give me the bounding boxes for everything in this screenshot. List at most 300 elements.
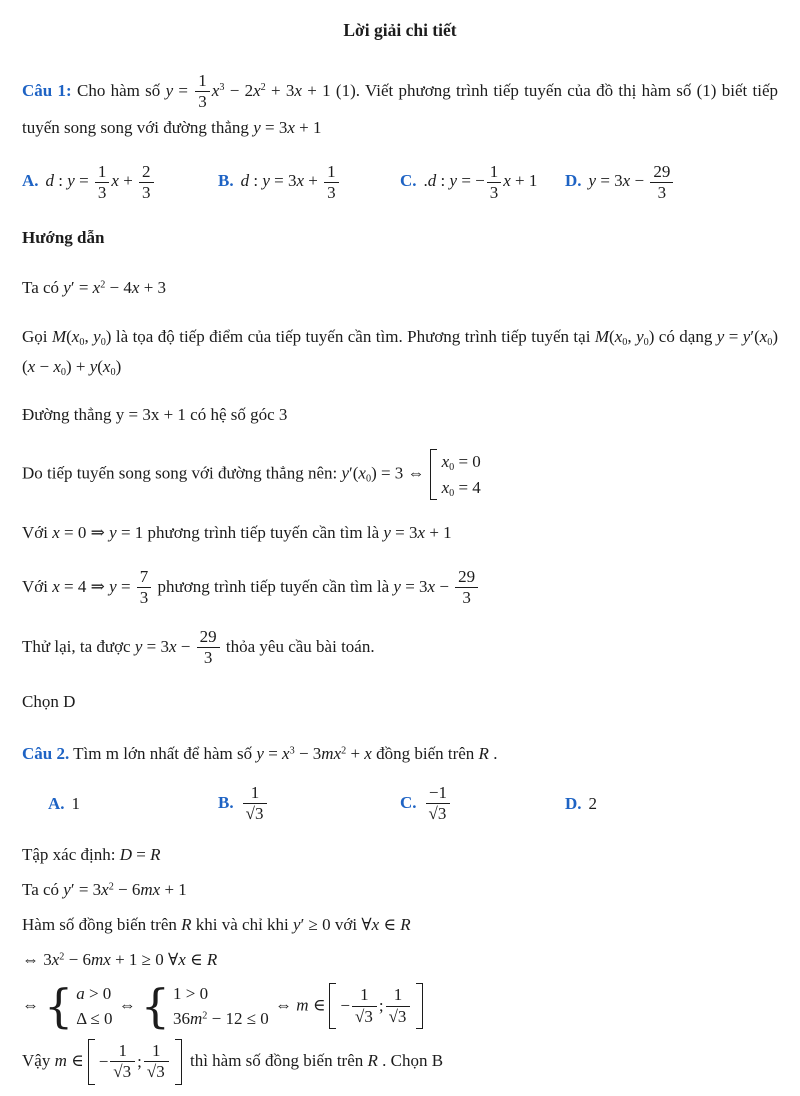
- math-variable: M: [594, 326, 610, 346]
- option-letter: A.: [48, 793, 65, 813]
- text-run: ′ = 3: [70, 879, 102, 899]
- sqrt-expression: [246, 803, 265, 823]
- fraction-denominator: [137, 587, 152, 608]
- fraction: [243, 783, 268, 825]
- radical-sign: √: [428, 804, 438, 824]
- text-run: khi và chỉ khi: [191, 914, 294, 934]
- radical-sign: √: [245, 804, 255, 824]
- text-run: ′(: [750, 326, 760, 346]
- math-variable: d: [45, 171, 55, 191]
- radical-sign: √: [146, 1062, 157, 1082]
- text-run: =: [263, 744, 283, 764]
- interval-right-bracket: [175, 1039, 182, 1085]
- question-1: [22, 71, 778, 143]
- text-run: 3: [139, 588, 149, 608]
- text-run: + 1: [160, 879, 187, 899]
- subscript: 0: [767, 336, 773, 348]
- math-variable: R: [150, 844, 161, 864]
- fraction-numerator: [110, 1041, 135, 1061]
- sqrt-expression: [389, 1006, 408, 1026]
- math-variable: d: [427, 171, 437, 191]
- text-run: ⇔: [270, 995, 297, 1015]
- math-variable: x: [152, 879, 161, 899]
- math-variable: x: [358, 463, 366, 483]
- math-variable: x: [131, 278, 140, 298]
- text-run: 1: [152, 1040, 161, 1060]
- text-run: = 3: [269, 171, 297, 191]
- math-variable: m: [54, 1050, 67, 1070]
- text-run: 2: [588, 793, 598, 813]
- math-variable: x: [441, 477, 450, 497]
- text-run: Chọn D: [22, 692, 76, 712]
- math-variable: m: [321, 744, 334, 764]
- text-run: + 1: [294, 117, 322, 137]
- text-run: 3: [657, 182, 667, 202]
- superscript: 2: [260, 82, 266, 94]
- cases-rows: [442, 449, 481, 500]
- text-run: = 1 phương trình tiếp tuyến cần tìm là: [116, 523, 384, 543]
- text-run: Thử lại, ta được: [22, 636, 135, 656]
- math-variable: x: [169, 636, 177, 656]
- text-run: − 4: [105, 278, 132, 298]
- math-variable: y: [253, 117, 261, 137]
- subscript: 0: [100, 336, 106, 348]
- text-run: 1 > 0: [172, 983, 209, 1003]
- cases-row: [442, 449, 481, 475]
- math-variable: y: [89, 356, 98, 376]
- answer-option-b: [218, 162, 400, 204]
- text-run: 1: [250, 782, 260, 802]
- option-content: [72, 794, 81, 813]
- question-2-options: [22, 783, 778, 825]
- text-run: 2: [142, 161, 151, 181]
- math-variable: x: [282, 744, 290, 764]
- text-run: +: [304, 171, 323, 191]
- radicand: 3: [397, 1006, 407, 1026]
- math-variable: y: [262, 171, 270, 191]
- text-run: 1: [360, 985, 369, 1005]
- fraction-denominator: [197, 647, 220, 668]
- fraction-numerator: [650, 162, 673, 182]
- cases-bracket: [140, 978, 269, 1033]
- square-bracket: [430, 449, 437, 500]
- radical-sign: √: [355, 1006, 365, 1026]
- text-run: = 4: [454, 477, 481, 497]
- interval-left-bracket: [88, 1039, 95, 1085]
- text-run: thỏa yêu cầu bài toán.: [221, 636, 375, 656]
- radicand: 3: [437, 804, 447, 824]
- math-variable: x: [101, 879, 109, 899]
- text-run: = −: [457, 171, 485, 191]
- option-letter: A.: [22, 171, 39, 191]
- superscript: 2: [341, 745, 347, 757]
- math-variable: y: [716, 326, 725, 346]
- text-run: = 3: [596, 171, 623, 191]
- math-variable: R: [181, 914, 192, 934]
- fraction-denominator: [144, 1061, 169, 1082]
- text-run: ,: [84, 326, 94, 346]
- math-variable: x: [52, 576, 60, 596]
- fraction-denominator: [386, 1006, 411, 1027]
- text-run: − 6: [113, 879, 141, 899]
- text-run: 3: [462, 588, 471, 608]
- subscript: 0: [622, 336, 628, 348]
- sqrt-expression: [429, 803, 448, 823]
- text-run: :: [249, 171, 263, 191]
- text-run: −: [435, 576, 454, 596]
- text-run: −: [340, 996, 350, 1016]
- page-title: Lời giải chi tiết: [343, 20, 457, 40]
- text-run: ) +: [65, 356, 90, 376]
- text-run: ) có dạng: [648, 326, 717, 346]
- text-run: Với: [22, 523, 53, 543]
- math-variable: y: [449, 171, 458, 191]
- math-variable: x: [178, 949, 186, 969]
- text-run: = 0 ⇒: [59, 523, 110, 543]
- text-run: .: [423, 171, 428, 191]
- text-run: phương trình tiếp tuyến cần tìm là: [153, 576, 394, 596]
- text-run: ⇔: [114, 995, 136, 1015]
- math-variable: x: [287, 117, 295, 137]
- text-run: Vậy: [22, 1050, 55, 1070]
- option-content: [588, 161, 676, 202]
- math-variable: R: [367, 1050, 378, 1070]
- domain-line: [22, 841, 778, 869]
- text-run: 3: [203, 647, 213, 667]
- text-run: − 12 ≤ 0: [207, 1009, 269, 1029]
- option-letter: B.: [218, 792, 234, 812]
- fraction-denominator: [139, 182, 154, 203]
- math-variable: M: [51, 326, 67, 346]
- option-letter: D.: [565, 793, 582, 813]
- text-run: Đường thẳng y = 3x + 1 có hệ số góc 3: [22, 405, 288, 425]
- math-variable: y: [341, 463, 350, 483]
- fraction: [386, 985, 411, 1027]
- fraction-numerator: [195, 71, 210, 91]
- text-run: + 3: [265, 80, 295, 100]
- text-run: 29: [458, 566, 476, 586]
- fraction-denominator: [110, 1061, 135, 1082]
- sqrt-expression: [355, 1006, 374, 1026]
- math-variable: x: [503, 171, 511, 191]
- text-run: > 0: [84, 983, 112, 1003]
- text-run: = 0: [454, 452, 481, 472]
- question-label: Câu 2.: [22, 744, 70, 764]
- text-run: 1: [327, 161, 336, 181]
- math-variable: x: [52, 523, 60, 543]
- option-content: [589, 794, 598, 813]
- math-variable: x: [371, 914, 380, 934]
- text-run: =: [173, 80, 194, 100]
- math-variable: x: [427, 576, 436, 596]
- text-run: Với: [22, 576, 53, 596]
- interval-body: [336, 983, 416, 1029]
- math-variable: y: [293, 914, 301, 934]
- text-run: =: [74, 171, 93, 191]
- math-variable: D: [119, 844, 132, 864]
- math-variable: x: [253, 80, 261, 100]
- fraction-numerator: [324, 162, 339, 182]
- superscript: 3: [219, 82, 225, 94]
- math-variable: y: [256, 744, 264, 764]
- option-letter: C.: [400, 792, 417, 812]
- math-variable: x: [417, 523, 426, 543]
- math-variable: y: [742, 326, 751, 346]
- interval-bracket: [88, 1039, 182, 1085]
- superscript: 2: [59, 951, 65, 963]
- text-run: (: [97, 356, 103, 376]
- text-run: 3: [142, 182, 151, 202]
- math-variable: x: [296, 171, 305, 191]
- fraction-numerator: [95, 162, 110, 182]
- superscript: 3: [289, 745, 295, 757]
- slope-line: [22, 400, 778, 430]
- fraction-denominator: [455, 587, 478, 608]
- math-variable: m: [296, 995, 309, 1015]
- math-variable: y: [393, 576, 401, 596]
- interval-body: [95, 1039, 175, 1085]
- math-variable: m: [189, 1009, 203, 1029]
- answer-option-a: [22, 793, 218, 815]
- text-run: = 3: [142, 636, 169, 656]
- fraction: [144, 1041, 169, 1083]
- math-variable: a: [76, 983, 85, 1003]
- document-content: [22, 71, 778, 1085]
- cases-row: [442, 475, 481, 501]
- text-run: ): [115, 356, 122, 376]
- interval-bracket: [329, 983, 423, 1029]
- tangent-point-para: [22, 322, 778, 382]
- radicand: 3: [156, 1062, 165, 1082]
- option-content: [241, 782, 270, 824]
- text-run: 29: [199, 626, 217, 646]
- math-variable: m: [90, 949, 104, 969]
- fraction-numerator: [139, 162, 154, 182]
- math-variable: x: [71, 326, 80, 346]
- text-run: =: [724, 326, 743, 346]
- curly-brace: {: [44, 978, 74, 1033]
- fraction-numerator: [386, 985, 411, 1005]
- option-content: [240, 161, 341, 202]
- sqrt-expression: [147, 1061, 166, 1081]
- fraction: [197, 627, 220, 669]
- math-variable: x: [53, 356, 61, 376]
- text-run: ;: [137, 1051, 142, 1071]
- fraction-denominator: [195, 91, 210, 112]
- cases-rows: [76, 981, 112, 1032]
- text-run: ⇔: [22, 995, 39, 1015]
- text-run: −: [35, 356, 54, 376]
- math-variable: y: [109, 523, 117, 543]
- option-letter: D.: [565, 171, 582, 191]
- text-run: thì hàm số đồng biến trên: [185, 1050, 368, 1070]
- curly-brace: {: [140, 978, 170, 1033]
- text-run: (: [609, 326, 615, 346]
- text-run: Do tiếp tuyến song song với đường thẳng nên:: [22, 463, 342, 483]
- option-letter: C.: [400, 171, 417, 191]
- answer-option-d: [565, 162, 778, 204]
- fraction-numerator: [352, 985, 377, 1005]
- text-run: ∈: [308, 995, 326, 1015]
- question-2: [22, 739, 778, 769]
- fraction-denominator: [243, 803, 268, 824]
- text-run: 1: [71, 793, 81, 813]
- cases-row: [173, 981, 269, 1007]
- math-variable: R: [206, 949, 218, 969]
- text-run: Hàm số đồng biến trên: [22, 914, 182, 934]
- text-run: 1: [489, 161, 499, 181]
- fraction: [110, 1041, 135, 1083]
- subscript: 0: [60, 366, 66, 378]
- text-run: + 1: [510, 171, 538, 191]
- fraction-denominator: [352, 1006, 377, 1027]
- text-run: − 2: [224, 80, 254, 100]
- fraction-denominator: [487, 182, 502, 203]
- text-run: Tìm m lớn nhất để hàm số: [69, 744, 257, 764]
- fraction: [195, 71, 210, 113]
- math-variable: x: [111, 171, 119, 191]
- math-variable: y: [93, 326, 101, 346]
- question-1-options: [22, 162, 778, 204]
- subscript: 0: [643, 336, 649, 348]
- derivative-line: [22, 273, 778, 303]
- radical-sign: √: [113, 1062, 123, 1082]
- fraction-numerator: [137, 567, 152, 587]
- text-run: ′ =: [70, 278, 93, 298]
- fraction: [487, 162, 502, 204]
- radicand: 3: [254, 804, 264, 824]
- answer-option-c: [400, 162, 565, 204]
- text-run: 1: [198, 71, 207, 90]
- case-x4-line: [22, 567, 778, 609]
- text-run: ∈: [66, 1050, 84, 1070]
- subscript: 0: [449, 462, 455, 474]
- text-run: Δ ≤ 0: [76, 1009, 113, 1029]
- text-run: :: [436, 171, 450, 191]
- interval-left-bracket: [329, 983, 336, 1029]
- fraction: [352, 985, 377, 1027]
- math-variable: x: [441, 452, 450, 472]
- text-run: +: [346, 744, 365, 764]
- answer-option-c: [400, 783, 565, 825]
- superscript: 2: [100, 279, 106, 291]
- text-run: −: [630, 171, 649, 191]
- math-variable: x: [27, 356, 36, 376]
- text-run: − 6: [64, 949, 91, 969]
- math-variable: x: [51, 949, 60, 969]
- text-run: + 1 (1). Viết phương trình tiếp tuyến của đồ thị hàm số (1) biết tiếp tuyến song song với đường thẳng: [22, 80, 778, 137]
- text-run: = 4 ⇒: [59, 576, 110, 596]
- math-variable: y: [165, 80, 174, 100]
- text-run: 1: [118, 1040, 127, 1060]
- superscript: 2: [108, 881, 114, 893]
- math-variable: y: [134, 636, 143, 656]
- math-variable: y: [383, 523, 391, 543]
- text-run: :: [54, 171, 68, 191]
- answer-1-line: [22, 687, 778, 717]
- text-run: − 3: [294, 744, 322, 764]
- subscript: 0: [449, 487, 455, 499]
- math-variable: x: [211, 80, 220, 100]
- answer-option-b: [218, 783, 400, 825]
- fraction-denominator: [324, 182, 339, 203]
- math-variable: y: [636, 326, 644, 346]
- text-run: 1: [393, 985, 403, 1005]
- text-run: 3: [198, 92, 207, 112]
- cases-row: [76, 981, 112, 1007]
- fraction: [137, 567, 152, 609]
- text-run: 3: [489, 182, 499, 202]
- text-run: Gọi: [22, 326, 52, 346]
- text-run: Tập xác định:: [22, 844, 120, 864]
- text-run: . Chọn B: [377, 1050, 444, 1070]
- math-variable: y: [67, 171, 75, 191]
- text-run: ′ ≥ 0 với ∀: [300, 914, 372, 934]
- math-variable: x: [614, 326, 623, 346]
- verify-line: [22, 627, 778, 669]
- option-content: [424, 782, 453, 824]
- text-run: 7: [139, 566, 149, 586]
- inequality-line: [22, 946, 778, 974]
- cases-bracket: [44, 978, 113, 1033]
- fraction: [455, 567, 478, 609]
- text-run: Ta có: [22, 278, 64, 298]
- text-run: + 3: [139, 278, 167, 298]
- math-variable: R: [478, 744, 489, 764]
- text-run: ) = 3 ⇔: [371, 463, 425, 483]
- math-variable: x: [102, 356, 111, 376]
- math-variable: x: [622, 171, 631, 191]
- text-run: đồng biến trên: [371, 744, 479, 764]
- option-content: [45, 161, 156, 202]
- math-variable: y: [588, 171, 597, 191]
- radicand: 3: [364, 1006, 373, 1026]
- text-run: = 3: [260, 117, 288, 137]
- text-run: −: [176, 636, 195, 656]
- subscript: 0: [110, 366, 116, 378]
- text-run: ,: [627, 326, 637, 346]
- fraction-numerator: [455, 567, 478, 587]
- text-run: = 3: [400, 576, 428, 596]
- text-run: )(: [22, 326, 779, 376]
- text-run: Ta có: [22, 879, 64, 899]
- text-run: =: [116, 576, 135, 596]
- text-run: + 1 ≥ 0 ∀: [110, 949, 179, 969]
- cases-rows: [173, 981, 269, 1032]
- text-run: Cho hàm số: [71, 80, 166, 100]
- cases-row: [173, 1006, 269, 1032]
- fraction: [426, 783, 451, 825]
- text-run: 3: [97, 182, 107, 202]
- math-variable: x: [364, 744, 372, 764]
- text-run: −: [98, 1051, 109, 1071]
- question-label: Câu 1:: [22, 80, 72, 100]
- fraction: [95, 162, 110, 204]
- math-variable: d: [240, 171, 250, 191]
- sqrt-expression: [113, 1061, 132, 1081]
- fraction-denominator: [95, 182, 110, 203]
- text-run: 36: [172, 1009, 190, 1029]
- fraction-numerator: [144, 1041, 169, 1061]
- case-x0-line: [22, 518, 778, 548]
- fraction-numerator: [426, 783, 451, 803]
- text-run: = 3: [390, 523, 418, 543]
- fraction-numerator: [487, 162, 502, 182]
- radical-sign: √: [388, 1006, 398, 1026]
- text-run: 1: [97, 161, 107, 181]
- text-run: (: [66, 326, 72, 346]
- fraction: [324, 162, 339, 204]
